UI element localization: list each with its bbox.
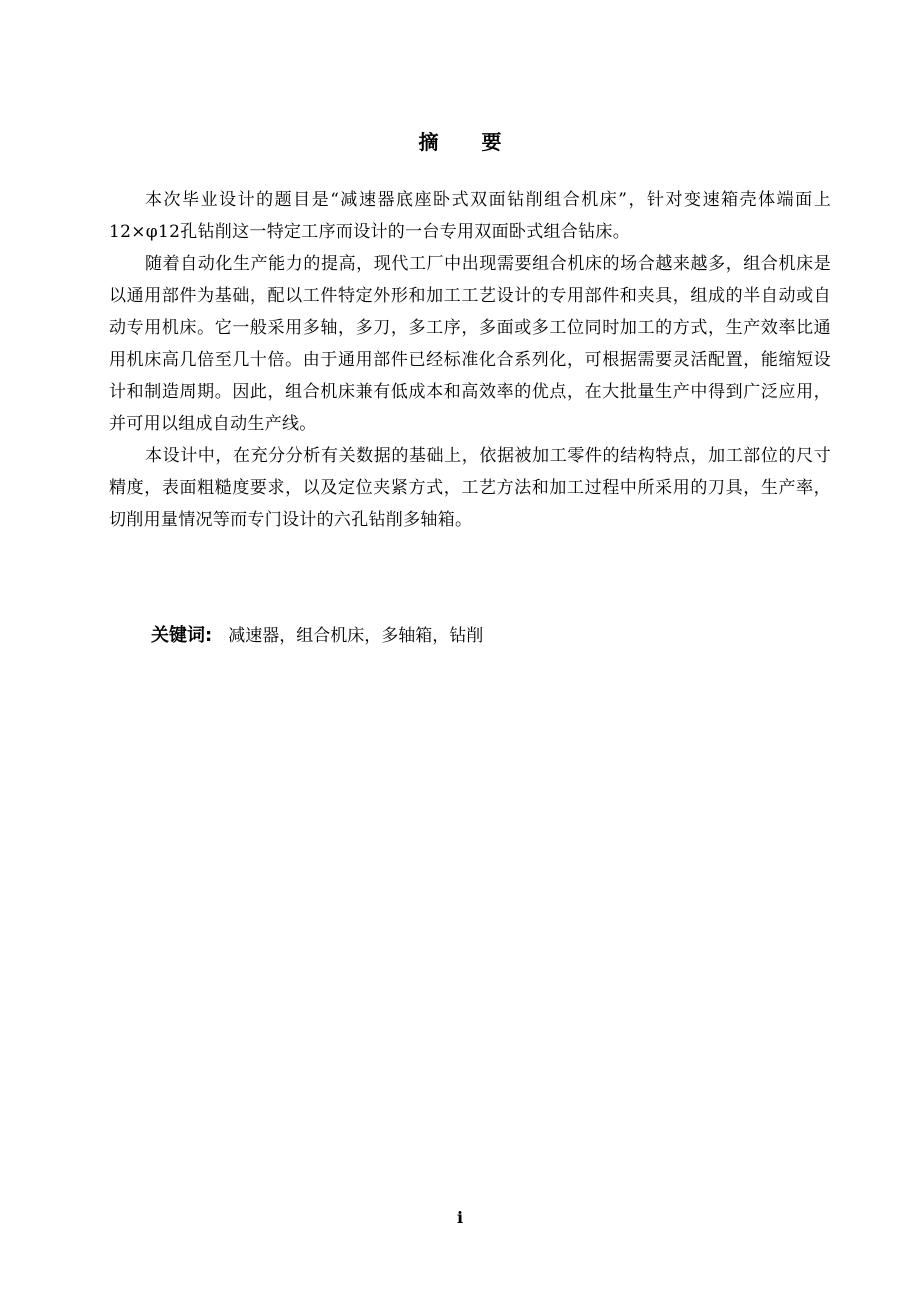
abstract-body: [109, 184, 831, 536]
keywords-label: 关键词:: [151, 625, 213, 646]
page-number: i: [456, 1208, 464, 1227]
abstract-paragraph-1: 本次毕业设计的题目是“减速器底座卧式双面钻削组合机床”，针对变速箱壳体端面上12×φ12孔钻削这一特定工序而设计的一台专用双面卧式组合钻床。: [109, 190, 831, 242]
keywords-line: [151, 622, 483, 650]
keywords-value: 减速器，组合机床，多轴箱，钻削: [228, 626, 484, 646]
abstract-paragraph-3: 本设计中，在充分分析有关数据的基础上，依据被加工零件的结构特点，加工部位的尺寸精度，表面粗糙度要求，以及定位夹紧方式，工艺方法和加工过程中所采用的刀具，生产率，切削用量情况等而专门设计的六孔钻削多轴箱。: [109, 446, 831, 530]
abstract-paragraph-2: 随着自动化生产能力的提高，现代工厂中出现需要组合机床的场合越来越多，组合机床是以通用部件为基础，配以工件特定外形和加工工艺设计的专用部件和夹具，组成的半自动或自动专用机床。它一般采用多轴，多刀，多工序，多面或多工位同时加工的方式，生产效率比通用机床高几倍至几十倍。由于通用部件已经标准化合系列化，可根据需要灵活配置，能缩短设计和制造周期。因此，组合机床兼有低成本和高效率的优点，在大批量生产中得到广泛应用，并可用以组成自动生产线。: [109, 254, 831, 434]
abstract-title: 摘 要: [418, 130, 520, 154]
